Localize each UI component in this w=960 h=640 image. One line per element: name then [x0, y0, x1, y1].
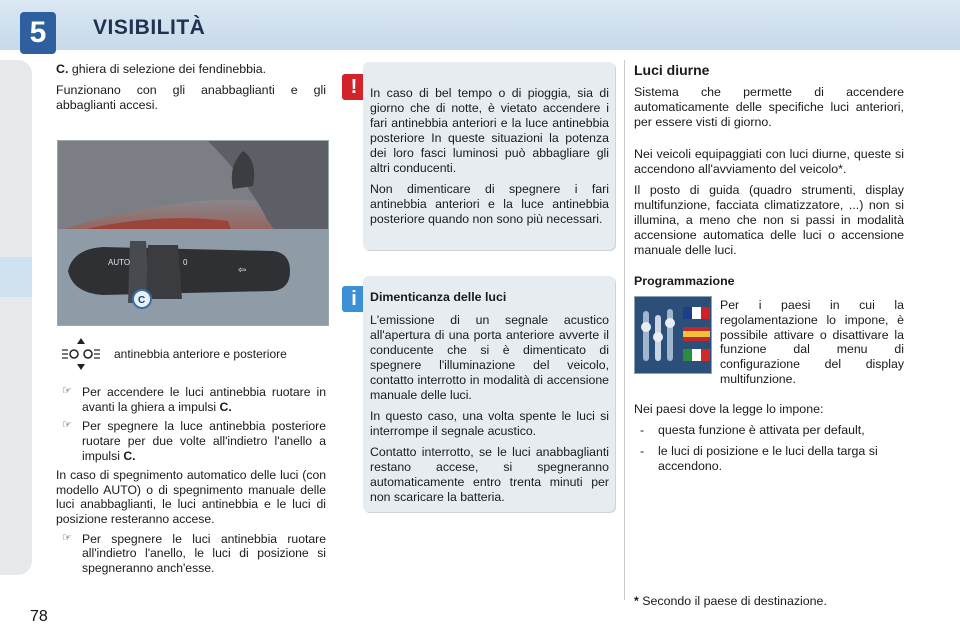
list-item: - questa funzione è attivata per default, — [640, 422, 865, 437]
warning-box — [363, 62, 615, 250]
left-column-intro — [56, 62, 326, 119]
svg-text:⇦: ⇦ — [238, 265, 247, 276]
hand-pointer-icon: ☞ — [62, 531, 72, 544]
list-item — [56, 532, 326, 576]
footnote-text: Secondo il paese di destinazione. — [642, 594, 827, 608]
stalk-illustration — [58, 141, 328, 325]
auto-off-paragraph: In caso di spegnimento automatico delle luci (con modello AUTO) o di spegnimento manuale delle luci anabbaglianti, le luci antinebbia e le luci di posizione resteranno accese. — [56, 468, 326, 527]
display-config-image — [634, 296, 712, 374]
law-item-text: le luci di posizione e le luci della targa si accendono. — [658, 443, 878, 473]
daytime-para: Il posto di guida (quadro strumenti, display multifunzione, facciata climatizzatore, ...) non si illumina, a meno che non si passi in modalità accensione automatica delle luci o accensione manuale delle luci. — [634, 183, 904, 257]
warning-paragraph: In caso di bel tempo o di pioggia, sia di giorno che di notte, è vietato accendere i fari antinebbia anteriori e la luce antinebbia posteriore In queste situazioni la potenza dei loro fasci luminosi può abbagliare gli altri conducenti. — [370, 86, 609, 175]
footnote — [634, 594, 827, 608]
warning-icon: ! — [342, 74, 366, 100]
info-paragraph: Contatto interrotto, se le luci anabbaglianti restano accese, si spegneranno automaticamente entro trenta minuti per non scaricare la batteria. — [370, 445, 609, 505]
image-callout-c: C — [138, 295, 146, 306]
footnote-star: * — [634, 594, 639, 608]
fog-light-icon — [60, 336, 102, 372]
info-paragraph: In questo caso, una volta spente le luci si interrompe il segnale acustico. — [370, 409, 609, 439]
intro-paragraph — [56, 62, 326, 77]
lights-note: Funzionano con gli anabbaglianti e gli abbaglianti accesi. — [56, 82, 326, 112]
hand-pointer-icon: ☞ — [62, 419, 72, 432]
programming-heading: Programmazione — [634, 274, 735, 288]
warning-paragraph: Non dimenticare di spegnere i fari antinebbia anteriori e la luce antinebbia posteriore quando non sono più necessari. — [370, 182, 609, 226]
list-item: - le luci di posizione e le luci della targa si accendono. — [640, 443, 878, 473]
left-margin-strip — [0, 60, 32, 575]
configuration-display-illustration — [635, 297, 711, 373]
lighting-stalk-photo — [57, 140, 329, 326]
bullet-text: Per spegnere le luci antinebbia ruotare all'indietro l'anello, le luci di posizione si spegneranno anch'esse. — [82, 531, 326, 576]
daytime-lights-section — [634, 62, 904, 264]
bullet-suffix: C. — [219, 399, 232, 414]
daytime-para: Sistema che permette di accendere automaticamente delle specifiche luci anteriori, per essere visti di giorno. — [634, 84, 904, 129]
list-item — [56, 419, 326, 463]
svg-text:0: 0 — [183, 258, 188, 267]
programming-text: Per i paesi in cui la regolamentazione lo impone, è possibile attivare o disattivare la funzione dal menu di configurazione del display multifunzione. — [720, 298, 904, 386]
law-intro: Nei paesi dove la legge lo impone: — [634, 402, 824, 416]
page-number: 78 — [30, 608, 48, 625]
bullet-text: Per spegnere la luce antinebbia posteriore ruotare per due volte all'indietro l'anello a impulsi — [82, 419, 326, 463]
hand-pointer-icon: ☞ — [62, 385, 72, 397]
left-margin-accent — [0, 257, 32, 297]
chapter-number-badge: 5 — [20, 12, 56, 54]
intro-label: C. — [56, 62, 69, 76]
page-title: VISIBILITÀ — [93, 16, 206, 39]
legal-requirements — [634, 402, 904, 480]
daytime-para: Nei veicoli equipaggiati con luci diurne, queste si accendono all'avviamento del veicolo*. — [634, 147, 904, 177]
bullet-suffix: C. — [123, 448, 136, 463]
svg-text:AUTO: AUTO — [108, 258, 131, 267]
intro-text: ghiera di selezione dei fendinebbia. — [71, 62, 267, 76]
column-divider — [624, 60, 625, 600]
fog-light-instructions — [56, 385, 326, 581]
list-item — [56, 385, 326, 414]
info-paragraph: L'emissione di un segnale acustico all'apertura di una porta anteriore avverte il conducente che si è dimenticato di spegnere l'illuminazione del veicolo, contatto interrotto in modalità di accensione manuale delle luci. — [370, 313, 609, 403]
section-heading: Luci diurne — [634, 62, 710, 78]
bullet-text: Per accendere le luci antinebbia ruotare in avanti la ghiera a impulsi — [82, 385, 326, 414]
fog-light-pictogram-row — [60, 336, 330, 372]
info-heading: Dimenticanza delle luci — [370, 290, 507, 304]
info-box — [363, 276, 615, 512]
info-icon: i — [342, 286, 366, 312]
pictogram-label: antinebbia anteriore e posteriore — [114, 347, 287, 361]
law-item-text: questa funzione è attivata per default, — [658, 422, 865, 437]
